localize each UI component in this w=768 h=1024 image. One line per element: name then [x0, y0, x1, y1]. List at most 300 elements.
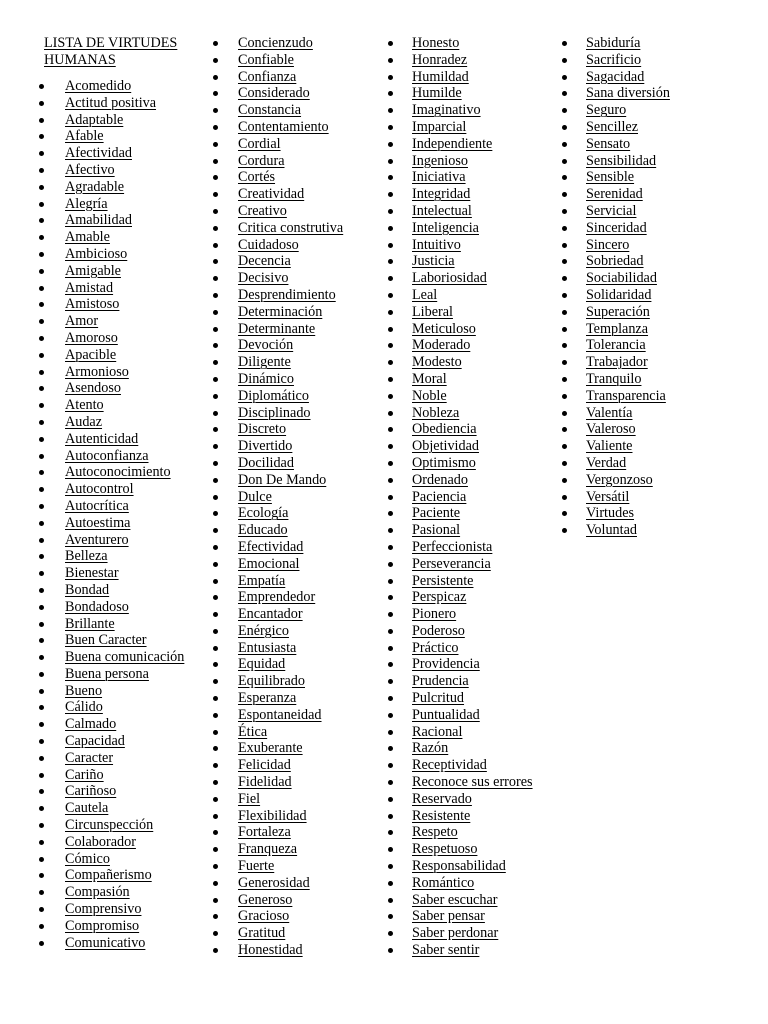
bullet-icon [388, 545, 393, 550]
virtue-term: Sobriedad [586, 253, 644, 270]
virtue-term: Dinámico [238, 370, 294, 387]
virtue-term: Pulcritud [412, 690, 465, 707]
list-item [213, 824, 343, 841]
virtue-term: Leal [412, 286, 438, 303]
virtue-term: Valiente [586, 438, 633, 455]
virtue-term: Amable [65, 229, 110, 246]
bullet-icon [388, 914, 393, 919]
bullet-icon [213, 192, 218, 197]
virtue-term: Franqueza [238, 841, 298, 858]
list-item [39, 263, 184, 280]
list-item [39, 431, 184, 448]
virtue-term: Amistoso [65, 296, 120, 313]
bullet-icon [39, 840, 44, 845]
bullet-icon [562, 427, 567, 432]
list-item [562, 337, 670, 354]
list-item [562, 405, 670, 422]
virtue-term: Paciente [412, 505, 461, 522]
list-item [213, 220, 343, 237]
virtues-column-3 [388, 35, 533, 959]
virtue-term: Superación [586, 303, 650, 320]
bullet-icon [388, 528, 393, 533]
bullet-icon [213, 293, 218, 298]
bullet-icon [39, 857, 44, 862]
virtue-term: Afable [65, 128, 104, 145]
list-item [39, 733, 184, 750]
list-item [213, 707, 343, 724]
bullet-icon [39, 218, 44, 223]
virtue-term: Prudencia [412, 673, 469, 690]
list-item [388, 136, 533, 153]
list-item [213, 489, 343, 506]
virtue-term: Docilidad [238, 454, 294, 471]
bullet-icon [562, 125, 567, 130]
list-item [213, 472, 343, 489]
list-item [388, 153, 533, 170]
virtue-term: Resistente [412, 807, 471, 824]
virtue-term: Saber escuchar [412, 891, 498, 908]
virtue-term: Modesto [412, 354, 462, 371]
list-item [213, 925, 343, 942]
list-item [388, 573, 533, 590]
bullet-icon [388, 327, 393, 332]
bullet-icon [388, 159, 393, 164]
list-item [39, 515, 184, 532]
bullet-icon [388, 226, 393, 231]
virtues-column-2 [213, 35, 343, 959]
list-item [562, 522, 670, 539]
virtue-term: Esperanza [238, 690, 297, 707]
virtue-term: Autoconocimiento [65, 464, 171, 481]
bullet-icon [388, 192, 393, 197]
virtue-term: Atento [65, 397, 104, 414]
virtue-term: Brillante [65, 615, 115, 632]
bullet-icon [388, 881, 393, 886]
list-item [388, 606, 533, 623]
virtue-term: Audaz [65, 413, 103, 430]
virtue-term: Sinceridad [586, 219, 647, 236]
list-item [39, 783, 184, 800]
bullet-icon [213, 377, 218, 382]
bullet-icon [39, 269, 44, 274]
list-item [213, 203, 343, 220]
list-item [213, 640, 343, 657]
bullet-icon [562, 444, 567, 449]
bullet-icon [39, 470, 44, 475]
bullet-icon [388, 461, 393, 466]
list-item [39, 616, 184, 633]
list-item [39, 532, 184, 549]
bullet-icon [39, 302, 44, 307]
virtue-term: Ética [238, 723, 268, 740]
bullet-icon [213, 898, 218, 903]
bullet-icon [388, 243, 393, 248]
list-item [388, 321, 533, 338]
virtue-term: Autocontrol [65, 481, 134, 498]
bullet-icon [388, 58, 393, 63]
bullet-icon [39, 151, 44, 156]
bullet-icon [213, 814, 218, 819]
virtue-term: Valeroso [586, 421, 636, 438]
list-item [388, 337, 533, 354]
list-item [213, 908, 343, 925]
list-item [388, 253, 533, 270]
list-item [388, 623, 533, 640]
list-item [388, 186, 533, 203]
bullet-icon [562, 495, 567, 500]
virtue-term: Sociabilidad [586, 270, 657, 287]
virtue-term: Creativo [238, 202, 287, 219]
list-item [39, 464, 184, 481]
list-item [213, 556, 343, 573]
virtue-term: Trabajador [586, 354, 648, 371]
bullet-icon [388, 91, 393, 96]
virtue-term: Racional [412, 723, 463, 740]
list-item [388, 220, 533, 237]
bullet-icon [213, 713, 218, 718]
bullet-icon [39, 134, 44, 139]
bullet-icon [213, 847, 218, 852]
bullet-icon [39, 554, 44, 559]
virtue-term: Laboriosidad [412, 270, 487, 287]
virtue-term: Disciplinado [238, 404, 311, 421]
virtue-term: Belleza [65, 548, 108, 565]
virtue-term: Amigable [65, 262, 121, 279]
bullet-icon [39, 722, 44, 727]
bullet-icon [39, 756, 44, 761]
list-item [213, 287, 343, 304]
list-item [213, 388, 343, 405]
bullet-icon [562, 108, 567, 113]
list-item [39, 582, 184, 599]
list-item [39, 229, 184, 246]
virtue-term: Seguro [586, 102, 627, 119]
bullet-icon [213, 528, 218, 533]
bullet-icon [562, 411, 567, 416]
bullet-icon [213, 343, 218, 348]
list-item [213, 774, 343, 791]
list-item [39, 884, 184, 901]
virtue-term: Ambicioso [65, 245, 128, 262]
bullet-icon [213, 125, 218, 130]
list-item [562, 153, 670, 170]
list-item [39, 699, 184, 716]
virtue-term: Serenidad [586, 186, 643, 203]
virtue-term: Fiel [238, 790, 261, 807]
list-item [388, 824, 533, 841]
virtue-term: Afectivo [65, 161, 115, 178]
list-item [388, 35, 533, 52]
virtue-term: Critica construtiva [238, 219, 344, 236]
virtue-term: Nobleza [412, 404, 460, 421]
bullet-icon [213, 730, 218, 735]
bullet-icon [39, 705, 44, 710]
virtue-term: Acomedido [65, 78, 132, 94]
list-item [388, 556, 533, 573]
bullet-icon [213, 327, 218, 332]
list-item [39, 212, 184, 229]
list-item [213, 858, 343, 875]
bullet-icon [39, 605, 44, 610]
list-item [213, 892, 343, 909]
virtue-term: Capacidad [65, 733, 125, 750]
bullet-icon [213, 41, 218, 46]
bullet-icon [562, 528, 567, 533]
bullet-icon [213, 209, 218, 214]
list-item [388, 942, 533, 959]
list-item [39, 179, 184, 196]
bullet-icon [39, 504, 44, 509]
bullet-icon [39, 941, 44, 946]
list-item [213, 673, 343, 690]
list-item [388, 354, 533, 371]
bullet-icon [388, 948, 393, 953]
list-item [388, 270, 533, 287]
virtue-term: Vergonzoso [586, 471, 653, 488]
virtue-term: Paciencia [412, 488, 467, 505]
virtue-term: Generoso [238, 891, 293, 908]
virtue-term: Compasión [65, 884, 130, 901]
bullet-icon [562, 209, 567, 214]
list-item [39, 296, 184, 313]
bullet-icon [39, 622, 44, 627]
list-item [388, 69, 533, 86]
list-item [388, 925, 533, 942]
virtue-term: Perfeccionista [412, 538, 493, 555]
virtue-term: Transparencia [586, 387, 666, 404]
list-item [213, 875, 343, 892]
list-item [39, 330, 184, 347]
virtue-term: Comunicativo [65, 934, 146, 951]
virtue-term: Intelectual [412, 202, 472, 219]
virtue-term: Tolerancia [586, 337, 646, 354]
list-item [562, 203, 670, 220]
list-item [388, 841, 533, 858]
bullet-icon [388, 125, 393, 130]
list-item [388, 505, 533, 522]
list-item [388, 774, 533, 791]
list-item [562, 421, 670, 438]
virtue-term: Buena comunicación [65, 649, 185, 666]
list-item [213, 186, 343, 203]
virtue-term: Asendoso [65, 380, 121, 397]
bullet-icon [39, 571, 44, 576]
list-item [213, 69, 343, 86]
bullet-icon [213, 881, 218, 886]
list-item [213, 304, 343, 321]
list-item [388, 875, 533, 892]
bullet-icon [388, 444, 393, 449]
list-item [562, 287, 670, 304]
list-item [213, 85, 343, 102]
bullet-icon [213, 58, 218, 63]
bullet-icon [388, 411, 393, 416]
bullet-icon [388, 209, 393, 214]
list-item [213, 791, 343, 808]
bullet-icon [39, 907, 44, 912]
bullet-icon [562, 276, 567, 281]
virtue-term: Flexibilidad [238, 807, 307, 824]
bullet-icon [39, 84, 44, 89]
virtue-term: Amabilidad [65, 212, 132, 229]
bullet-icon [562, 343, 567, 348]
bullet-icon [213, 91, 218, 96]
virtue-term: Sensible [586, 169, 635, 186]
list-item [562, 438, 670, 455]
virtue-term: Perspicaz [412, 589, 467, 606]
bullet-icon [213, 662, 218, 667]
virtue-term: Enérgico [238, 622, 289, 639]
bullet-icon [39, 739, 44, 744]
list-item [39, 95, 184, 112]
virtue-term: Dulce [238, 488, 272, 505]
virtue-term: Entusiasta [238, 639, 297, 656]
list-item [39, 313, 184, 330]
list-item [213, 539, 343, 556]
bullet-icon [213, 243, 218, 248]
bullet-icon [388, 696, 393, 701]
virtue-term: Honradez [412, 51, 468, 68]
virtue-term: Gracioso [238, 908, 290, 925]
virtue-term: Intuitivo [412, 236, 461, 253]
list-item [562, 472, 670, 489]
virtue-term: Inteligencia [412, 219, 479, 236]
bullet-icon [388, 763, 393, 768]
bullet-icon [562, 159, 567, 164]
list-item [213, 237, 343, 254]
bullet-icon [388, 276, 393, 281]
virtue-term: Equilibrado [238, 673, 305, 690]
list-item [388, 858, 533, 875]
virtue-term: Agradable [65, 178, 125, 195]
list-item [388, 438, 533, 455]
virtue-term: Imaginativo [412, 102, 481, 119]
list-item [213, 522, 343, 539]
virtue-term: Decisivo [238, 270, 289, 287]
bullet-icon [39, 185, 44, 190]
bullet-icon [213, 612, 218, 617]
virtue-term: Adaptable [65, 111, 124, 128]
virtue-term: Liberal [412, 303, 453, 320]
bullet-icon [213, 562, 218, 567]
virtue-term: Don De Mando [238, 471, 327, 488]
list-item [39, 397, 184, 414]
virtue-term: Encantador [238, 606, 303, 623]
virtue-term: Decencia [238, 253, 291, 270]
bullet-icon [388, 108, 393, 113]
virtue-term: Generosidad [238, 874, 310, 891]
list-item [562, 321, 670, 338]
virtue-term: Espontaneidad [238, 706, 322, 723]
virtue-term: Cortés [238, 169, 276, 186]
bullet-icon [213, 579, 218, 584]
bullet-icon [562, 41, 567, 46]
list-item [213, 589, 343, 606]
virtue-term: Bienestar [65, 565, 119, 582]
list-item [388, 371, 533, 388]
list-item [562, 85, 670, 102]
virtue-term: Armonioso [65, 363, 129, 380]
list-item [39, 112, 184, 129]
bullet-icon [562, 259, 567, 264]
virtue-term: Voluntad [586, 522, 637, 539]
bullet-icon [213, 763, 218, 768]
bullet-icon [39, 101, 44, 106]
virtue-term: Bueno [65, 682, 103, 699]
list-item [39, 196, 184, 213]
list-item [39, 481, 184, 498]
list-item [213, 321, 343, 338]
virtue-term: Romántico [412, 874, 475, 891]
virtue-term: Versátil [586, 488, 630, 505]
bullet-icon [213, 679, 218, 684]
bullet-icon [213, 629, 218, 634]
bullet-icon [213, 914, 218, 919]
bullet-icon [562, 461, 567, 466]
list-item [213, 136, 343, 153]
bullet-icon [388, 142, 393, 147]
bullet-icon [39, 823, 44, 828]
virtue-term: Confianza [238, 68, 297, 85]
bullet-icon [39, 118, 44, 123]
virtue-term: Devoción [238, 337, 294, 354]
list-item [562, 455, 670, 472]
list-item [388, 119, 533, 136]
virtue-term: Autoconfianza [65, 447, 149, 464]
virtue-term: Autoestima [65, 514, 131, 531]
virtue-term: Responsabilidad [412, 858, 506, 875]
list-item [562, 69, 670, 86]
virtue-term: Equidad [238, 656, 286, 673]
bullet-icon [388, 360, 393, 365]
virtue-term: Meticuloso [412, 320, 476, 337]
bullet-icon [388, 495, 393, 500]
virtue-term: Humilde [412, 85, 462, 102]
virtue-term: Cariñoso [65, 783, 117, 800]
list-item [39, 498, 184, 515]
bullet-icon [39, 890, 44, 895]
list-item [562, 388, 670, 405]
bullet-icon [39, 403, 44, 408]
list-item [388, 203, 533, 220]
virtue-term: Exuberante [238, 740, 303, 757]
virtue-term: Cordial [238, 135, 281, 152]
virtue-term: Buen Caracter [65, 632, 147, 649]
virtue-term: Pasional [412, 522, 461, 539]
virtue-term: Saber sentir [412, 942, 480, 959]
virtue-term: Creatividad [238, 186, 305, 203]
virtue-term: Valentía [586, 404, 633, 421]
virtue-term: Cautela [65, 800, 109, 817]
list-item [562, 270, 670, 287]
virtue-term: Templanza [586, 320, 649, 337]
bullet-icon [562, 243, 567, 248]
list-item [388, 908, 533, 925]
bullet-icon [213, 478, 218, 483]
virtue-term: Discreto [238, 421, 287, 438]
list-item [213, 35, 343, 52]
virtue-term: Tranquilo [586, 370, 642, 387]
list-item [562, 253, 670, 270]
list-item [213, 841, 343, 858]
bullet-icon [388, 562, 393, 567]
virtue-term: Buena persona [65, 665, 149, 682]
list-item [562, 186, 670, 203]
virtue-term: Virtudes [586, 505, 635, 522]
list-item [562, 489, 670, 506]
virtue-term: Actitud positiva [65, 94, 157, 111]
bullet-icon [388, 427, 393, 432]
